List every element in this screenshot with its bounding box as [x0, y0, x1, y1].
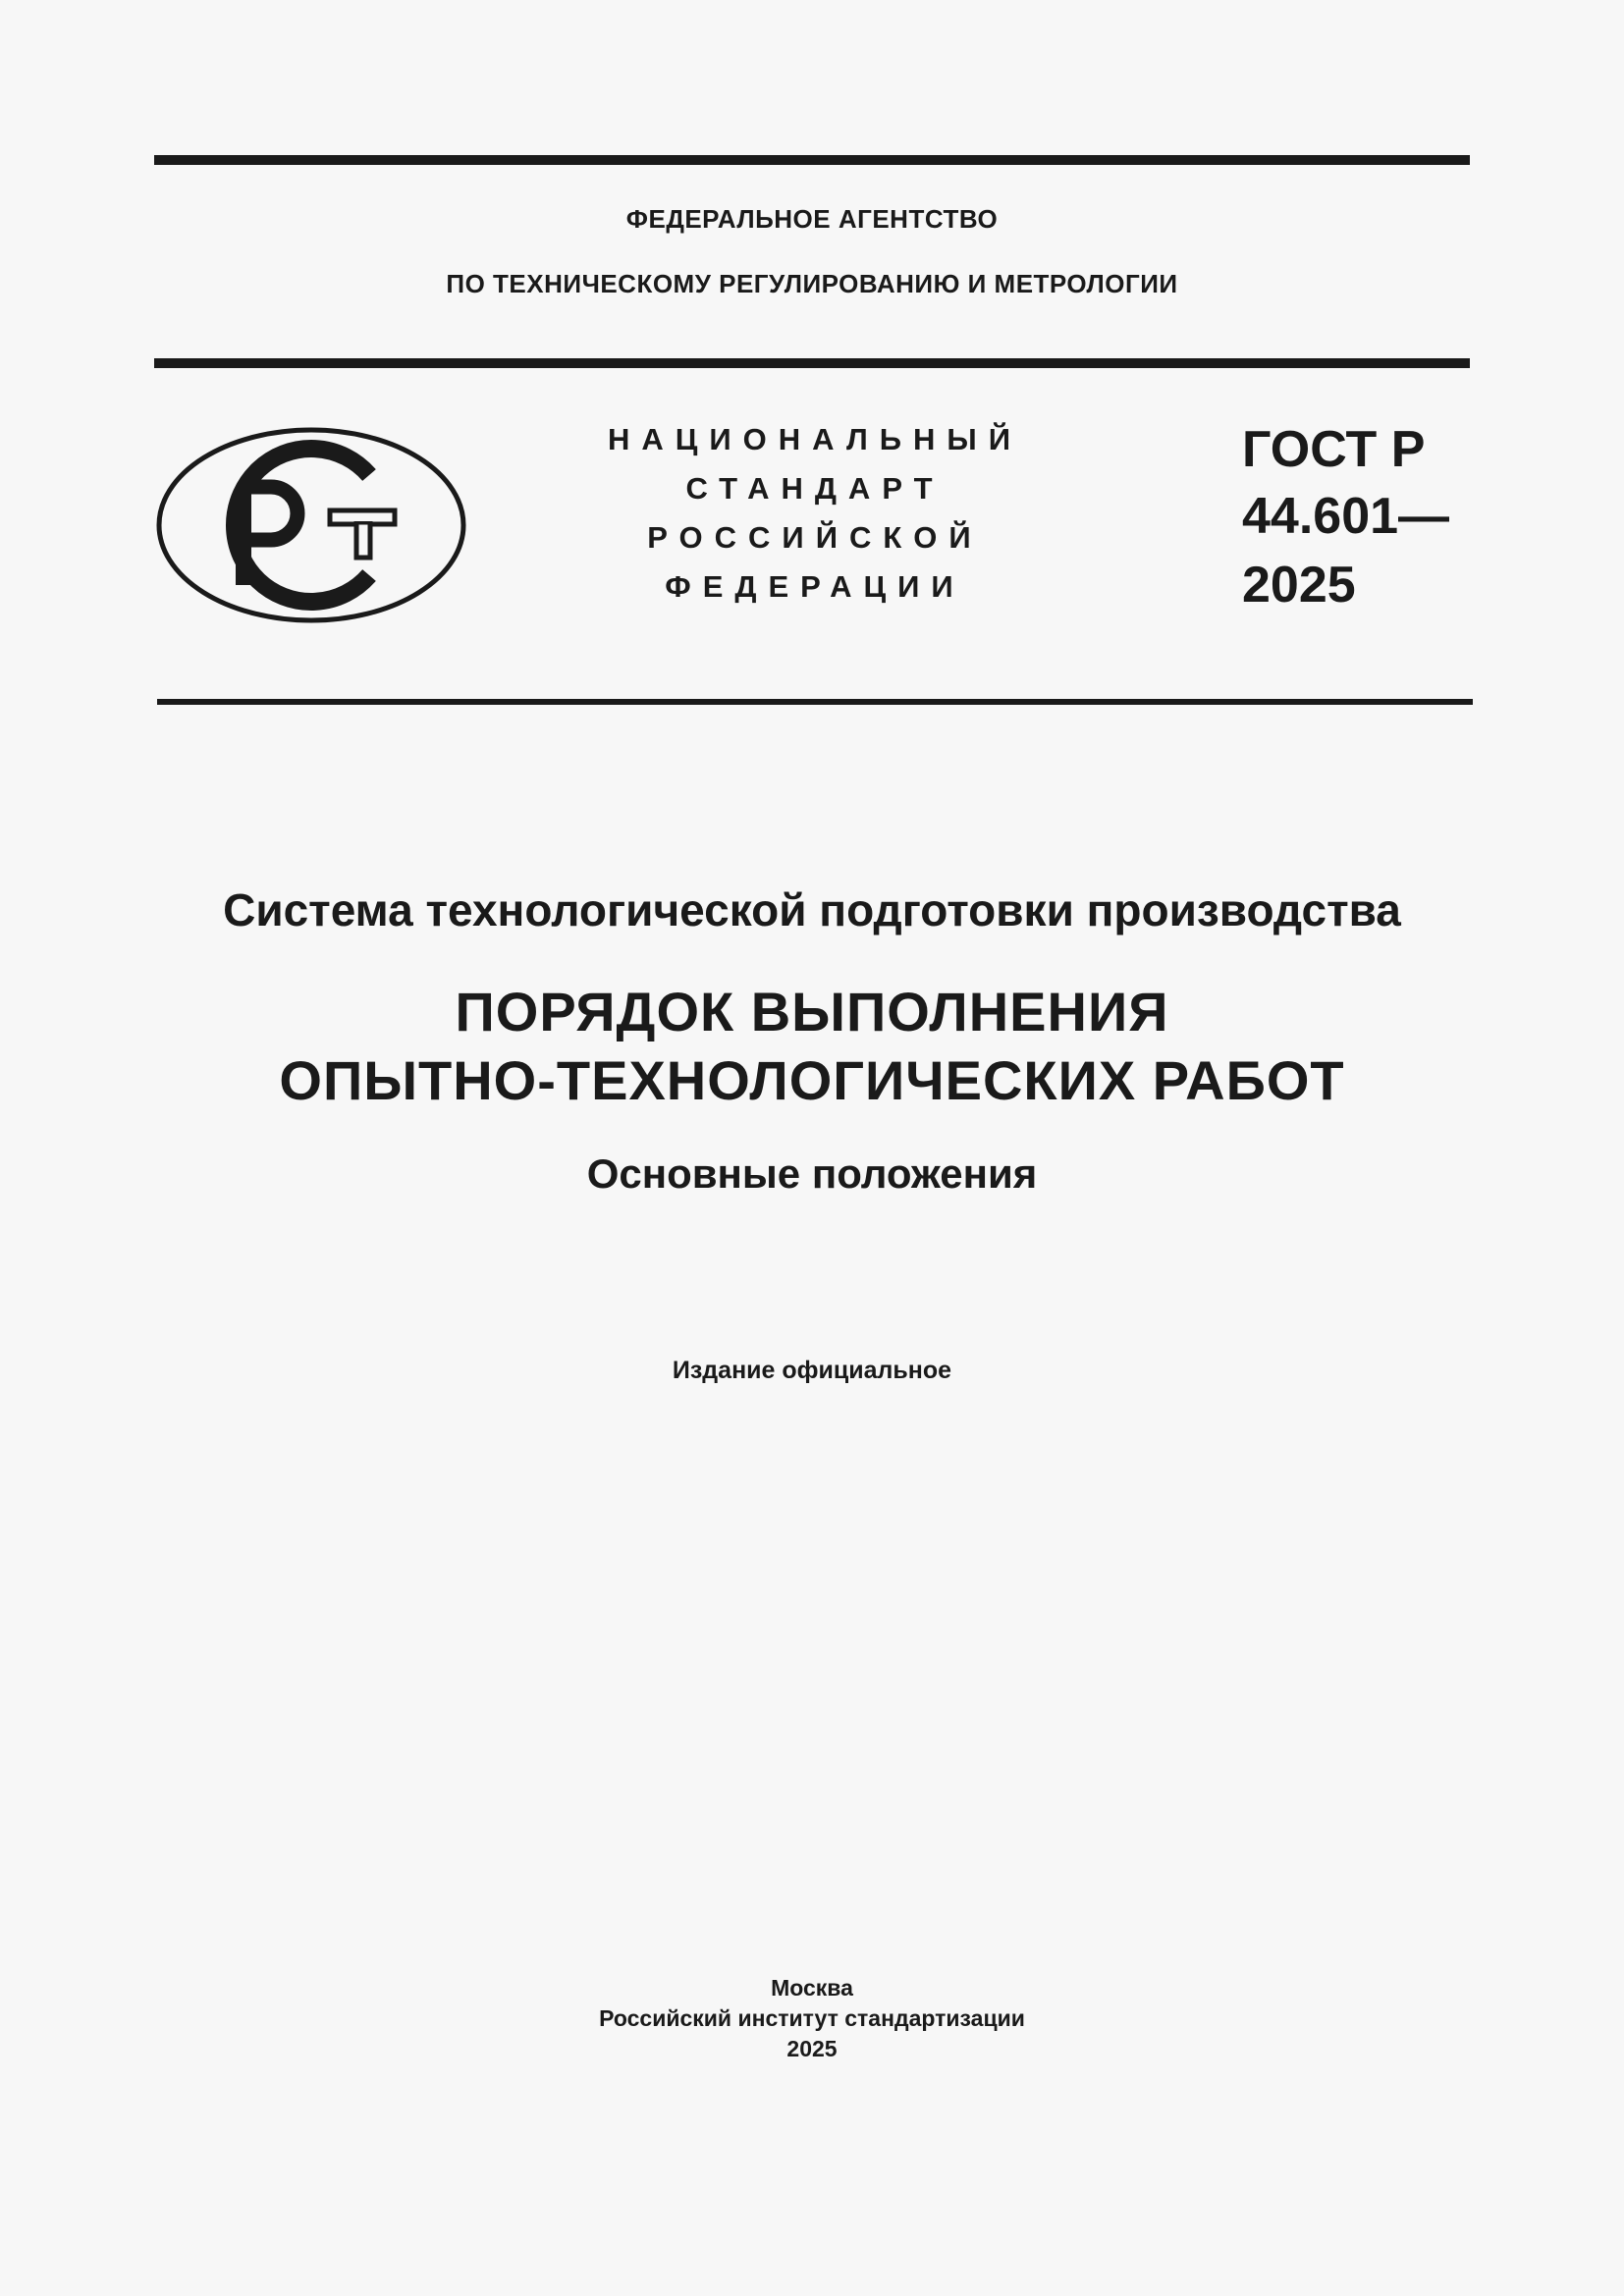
series-title: Система технологической подготовки производства	[223, 884, 1401, 935]
standard-designation-line-1: ГОСТ Р	[1242, 421, 1426, 478]
main-title-line-1: ПОРЯДОК ВЫПОЛНЕНИЯ	[455, 981, 1169, 1042]
bottom-divider	[157, 699, 1473, 705]
national-standard-line-1: НАЦИОНАЛЬНЫЙ	[607, 422, 1023, 456]
rst-logo-icon	[155, 426, 467, 624]
top-divider	[154, 155, 1470, 165]
agency-name-line-2: ПО ТЕХНИЧЕСКОМУ РЕГУЛИРОВАНИЮ И МЕТРОЛОГИИ	[446, 269, 1178, 298]
imprint-city: Москва	[771, 1975, 853, 2001]
middle-divider	[154, 358, 1470, 368]
imprint-publisher: Российский институт стандартизации	[599, 2005, 1025, 2031]
standard-designation-line-3: 2025	[1242, 557, 1356, 614]
national-standard-line-2: СТАНДАРТ	[685, 471, 945, 506]
national-standard-line-4: ФЕДЕРАЦИИ	[665, 569, 965, 604]
main-title-line-2: ОПЫТНО-ТЕХНОЛОГИЧЕСКИХ РАБОТ	[279, 1049, 1345, 1111]
national-standard-line-3: РОССИЙСКОЙ	[647, 520, 983, 555]
imprint-year: 2025	[786, 2036, 838, 2061]
edition-label: Издание официальное	[672, 1357, 952, 1384]
agency-name-line-1: ФЕДЕРАЛЬНОЕ АГЕНТСТВО	[625, 204, 999, 234]
standard-designation-line-2: 44.601—	[1242, 488, 1450, 545]
subtitle: Основные положения	[586, 1150, 1038, 1197]
